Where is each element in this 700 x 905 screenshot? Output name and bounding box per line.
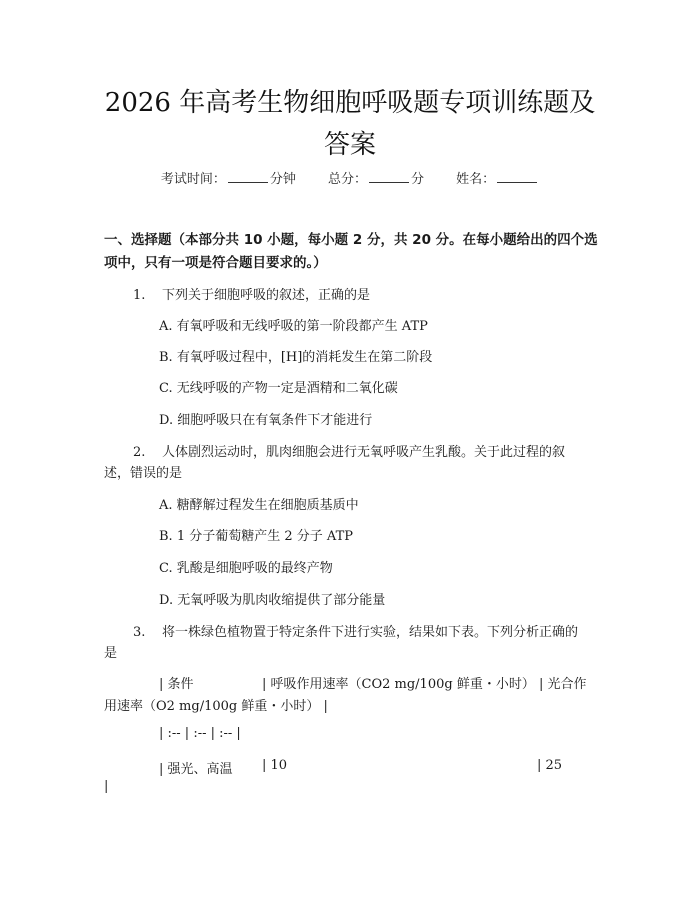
table-row-1-respiration: | 10 bbox=[262, 758, 288, 773]
question-1-option-b: B. 有氧呼吸过程中，[H]的消耗发生在第二阶段 bbox=[159, 350, 433, 365]
exam-time: 考试时间： 分钟 bbox=[160, 172, 296, 187]
table-row-1-photosynthesis: | 25 bbox=[537, 758, 563, 773]
question-2-stem-line1: 2. 人体剧烈运动时，肌肉细胞会进行无氧呼吸产生乳酸。关于此过程的叙 bbox=[133, 445, 565, 460]
question-2-option-d: D. 无氧呼吸为肌肉收缩提供了部分能量 bbox=[159, 593, 386, 608]
section-heading: 一、选择题（本部分共 10 小题，每小题 2 分，共 20 分。在每小题给出的四个选项中，只有一项是符合题目要求的。） bbox=[104, 232, 598, 271]
table-row-1-condition: | 强光、高温 bbox=[159, 762, 233, 777]
question-1-option-a: A. 有氧呼吸和无线呼吸的第一阶段都产生 ATP bbox=[159, 319, 428, 334]
table-separator: | :-- | :-- | :-- | bbox=[159, 726, 241, 741]
question-1-option-d: D. 细胞呼吸只在有氧条件下才能进行 bbox=[159, 413, 373, 428]
question-2-option-c: C. 乳酸是细胞呼吸的最终产物 bbox=[159, 561, 333, 576]
question-1-stem: 1. 下列关于细胞呼吸的叙述，正确的是 bbox=[133, 288, 370, 303]
exam-name: 姓名： bbox=[456, 172, 539, 187]
question-1-option-c: C. 无线呼吸的产物一定是酒精和二氧化碳 bbox=[159, 381, 398, 396]
score-blank bbox=[369, 172, 409, 183]
question-2-option-a: A. 糖酵解过程发生在细胞质基质中 bbox=[159, 498, 359, 513]
table-header-rates: | 呼吸作用速率（CO2 mg/100g 鲜重・小时） | 光合作 bbox=[262, 677, 587, 692]
name-blank bbox=[497, 172, 537, 183]
table-header-condition: | 条件 bbox=[159, 677, 194, 692]
page-title: 2026 年高考生物细胞呼吸题专项训练题及答案 bbox=[104, 88, 596, 160]
exam-meta bbox=[0, 168, 700, 187]
time-blank bbox=[228, 172, 268, 183]
table-header-rates-cont: 用速率（O2 mg/100g 鲜重・小时） | bbox=[104, 699, 328, 714]
question-3-stem-line1: 3. 将一株绿色植物置于特定条件下进行实验，结果如下表。下列分析正确的 bbox=[133, 625, 578, 640]
table-row-1-end: | bbox=[104, 779, 109, 794]
question-2-option-b: B. 1 分子葡萄糖产生 2 分子 ATP bbox=[159, 529, 353, 544]
exam-score: 总分： 分 bbox=[327, 172, 425, 187]
question-3-stem-line2: 是 bbox=[104, 646, 118, 661]
question-2-stem-line2: 述，错误的是 bbox=[104, 466, 183, 481]
